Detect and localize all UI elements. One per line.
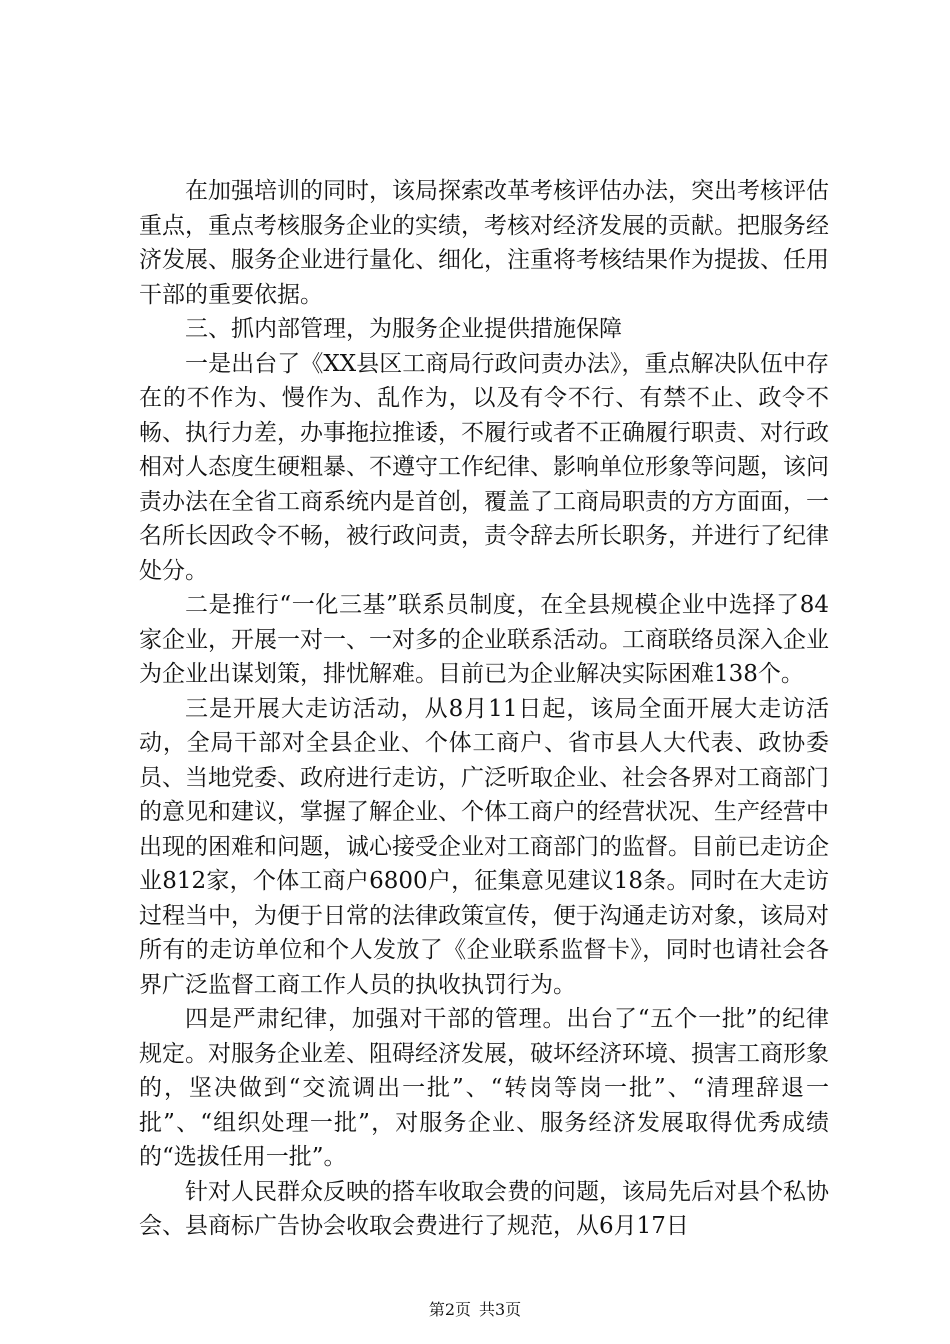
document-body: [139, 174, 829, 1244]
page-total: 共3页: [479, 1300, 522, 1319]
paragraph-membership-fees: 针对人民群众反映的搭车收取会费的问题，该局先后对县个私协会、县商标广告协会收取会费进行了规范，从6月17日: [139, 1178, 829, 1239]
section-heading-internal-management: 三、抓内部管理，为服务企业提供措施保障: [185, 316, 622, 342]
paragraph-assessment-reform: 在加强培训的同时，该局探索改革考核评估办法，突出考核评估重点，重点考核服务企业的实绩，考核对经济发展的贡献。把服务经济发展、服务企业进行量化、细化，注重将考核结果作为提拔、任用干部的重要依据。: [139, 178, 829, 308]
paragraph-accountability-measures: 一是出台了《XX县区工商局行政问责办法》，重点解决队伍中存在的不作为、慢作为、乱作为，以及有令不行、有禁不止、政令不畅、执行力差，办事拖拉推诿，不履行或者不正确履行职责、对行政相对人态度生硬粗暴、不遵守工作纪律、影响单位形象等问题，该问责办法在全省工商系统内是首创，覆盖了工商局职责的方方面面，一名所长因政令不畅，被行政问责，责令辞去所长职务，并进行了纪律处分。: [139, 350, 829, 584]
paragraph-discipline-rules: 四是严肃纪律，加强对干部的管理。出台了“五个一批”的纪律规定。对服务企业差、阻碍经济发展，破坏经济环境、损害工商形象的，坚决做到“交流调出一批”、“转岗等岗一批”、“清理辞退一批”、“组织处理一批”，对服务企业、服务经济发展取得优秀成绩的“选拔任用一批”。: [139, 1006, 829, 1170]
page-footer: [0, 1300, 950, 1320]
paragraph-visit-campaign: 三是开展大走访活动，从8月11日起，该局全面开展大走访活动，全局干部对全县企业、个体工商户、省市县人大代表、政协委员、当地党委、政府进行走访，广泛听取企业、社会各界对工商部门的意见和建议，掌握了解企业、个体工商户的经营状况、生产经营中出现的困难和问题，诚心接受企业对工商部门的监督。目前已走访企业812家，个体工商户6800户，征集意见建议18条。同时在大走访过程当中，为便于日常的法律政策宣传，便于沟通走访对象，该局对所有的走访单位和个人发放了《企业联系监督卡》，同时也请社会各界广泛监督工商工作人员的执收执罚行为。: [139, 695, 829, 998]
paragraph-liaison-system: 二是推行“一化三基”联系员制度，在全县规模企业中选择了84家企业，开展一对一、一对多的企业联系活动。工商联络员深入企业为企业出谋划策，排忧解难。目前已为企业解决实际困难138个。: [139, 592, 829, 687]
page-number: 第2页: [428, 1300, 471, 1319]
